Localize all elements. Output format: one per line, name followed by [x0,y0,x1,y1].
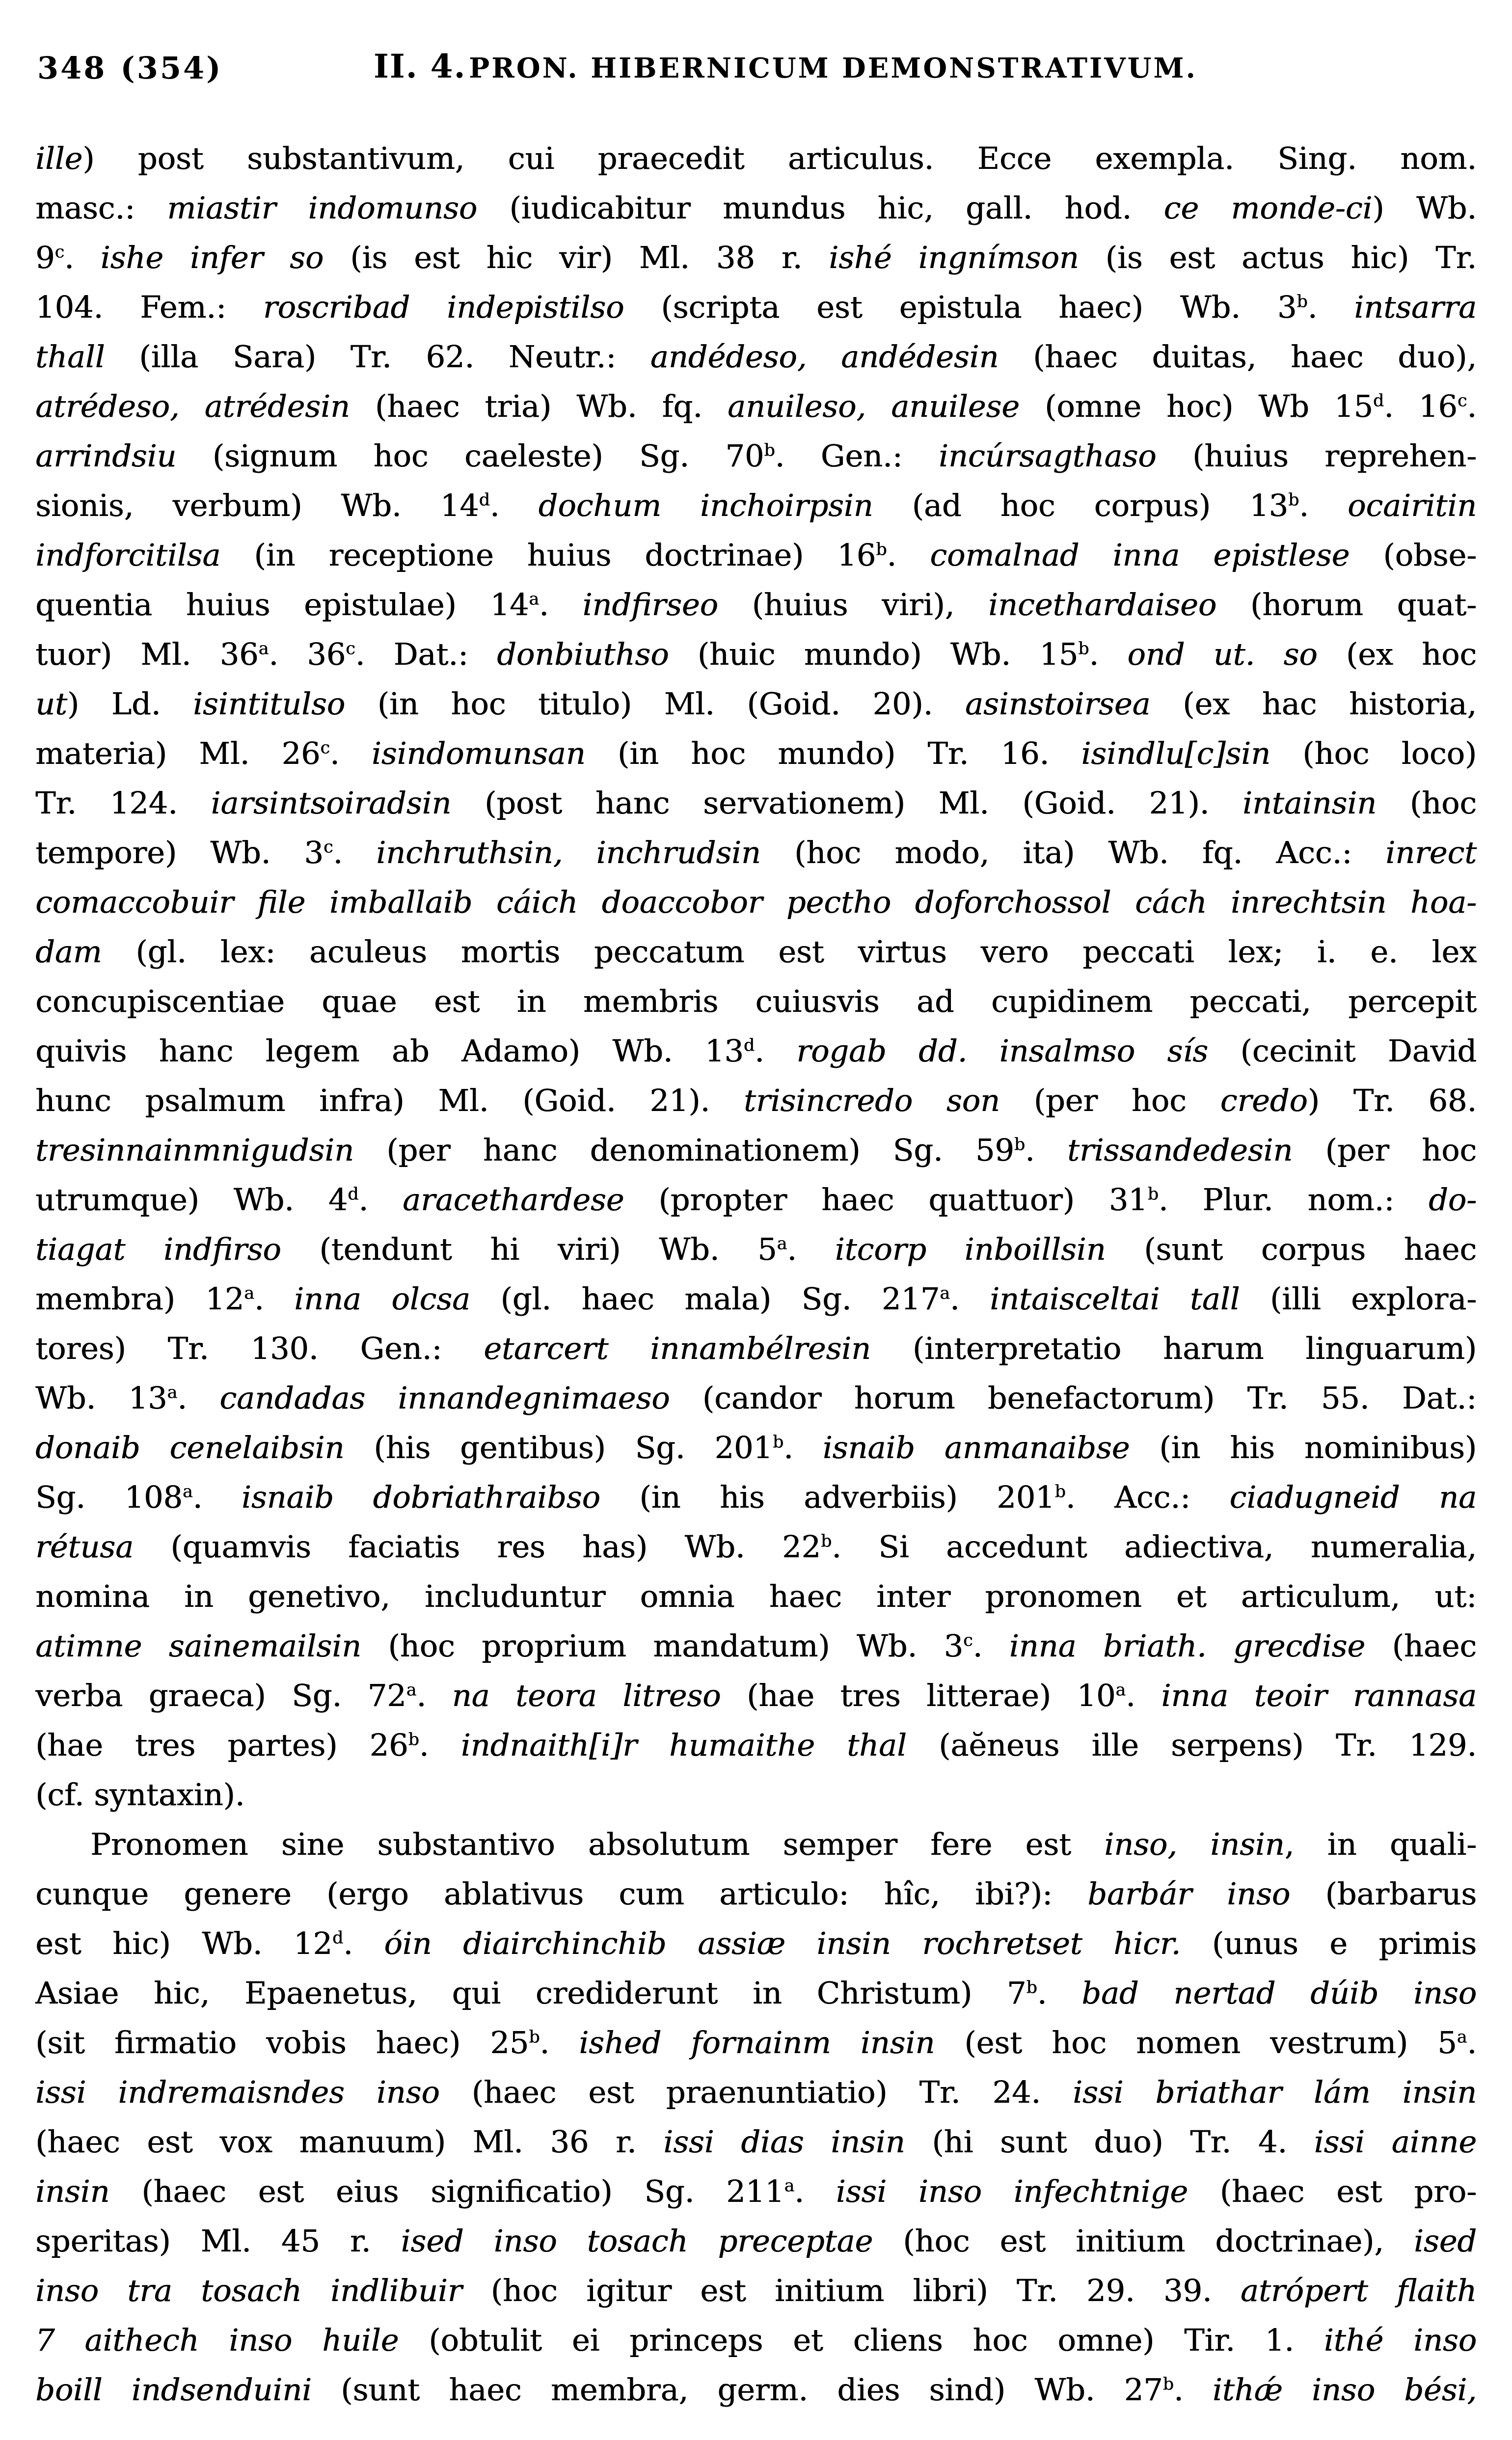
text-line: Asiae hic, Epaenetus, qui crediderunt in Christum) 7$^b$. bad nertad dúib inso [35,1975,1477,2011]
text-line: donaib cenelaibsin (his gentibus) Sg. 201$^b$. isnaib anmanaibse (in his nominibus) [35,1430,1477,1465]
text-line: inso tra tosach indlibuir (hoc igitur est initium libri) Tr. 29. 39. atrópert flaith [35,2273,1477,2308]
text-line: arrindsiu (signum hoc caeleste) Sg. 70$^b$. Gen.: incúrsagthaso (huius reprehen- [35,438,1477,474]
text-line: insin (haec est eius significatio) Sg. 211$^a$. issi inso infechtnige (haec est pro- [35,2173,1477,2209]
running-title-text: PRON. HIBERNICUM DEMONSTRATIVUM. [469,52,1198,84]
text-line: boill indsenduini (sunt haec membra, germ. dies sind) Wb. 27$^b$. ithǽ inso bési, [35,2372,1477,2408]
text-line: membra) 12$^a$. inna olcsa (gl. haec mala) Sg. 217$^a$. intaisceltai tall (illi explora- [35,1281,1477,1317]
page-body [35,134,1477,2414]
text-line: atimne sainemailsin (hoc proprium mandatum) Wb. 3$^c$. inna briath. grecdise (haec [35,1628,1477,1664]
text-line: quentia huius epistulae) 14$^a$. indfirseo (huius viri), incethardaiseo (horum quat- [35,587,1477,623]
text-line: thall (illa Sara) Tr. 62. Neutr.: andédeso, andédesin (haec duitas, haec duo), [35,339,1477,375]
text-line: 104. Fem.: roscribad indepistilso (scripta est epistula haec) Wb. 3$^b$. intsarra [35,289,1477,325]
text-line: quivis hanc legem ab Adamo) Wb. 13$^d$. rogab dd. insalmso sís (cecinit David [35,1033,1477,1069]
text-line: Wb. 13$^a$. candadas innandegnimaeso (candor horum benefactorum) Tr. 55. Dat.: [35,1380,1477,1416]
text-line: comaccobuir file imballaib cáich doaccobor pectho doforchossol cách inrechtsin hoa- [35,884,1477,920]
text-line: Pronomen sine substantivo absolutum semper fere est inso, insin, in quali- [90,1826,1477,1862]
text-line: (sit firmatio vobis haec) 25$^b$. ished fornainm insin (est hoc nomen vestrum) 5$^a$. [35,2025,1477,2060]
text-line: masc.: miastir indomunso (iudicabitur mundus hic, gall. hod. ce monde-ci) Wb. [35,190,1477,226]
running-title [35,47,1477,85]
page-number [37,50,223,86]
text-line: Sg. 108$^a$. isnaib dobriathraibso (in his adverbiis) 201$^b$. Acc.: ciadugneid na [35,1479,1477,1515]
text-line: Tr. 124. iarsintsoiradsin (post hanc servationem) Ml. (Goid. 21). intainsin (hoc [35,785,1477,821]
page-number-alt: (354) [120,50,223,86]
text-line: (cf. syntaxin). [35,1777,245,1813]
text-line: issi indremaisndes inso (haec est praenuntiatio) Tr. 24. issi briathar lám insin [35,2074,1477,2110]
text-line: nomina in genetivo, includuntur omnia haec inter pronomen et articulum, ut: [35,1578,1477,1614]
text-line: 9$^c$. ishe infer so (is est hic vir) Ml. 38 r. ishé ingnímson (is est actus hic) Tr. [35,240,1477,275]
text-line: (hae tres partes) 26$^b$. indnaith[i]r humaithe thal (aĕneus ille serpens) Tr. 129. [35,1727,1477,1763]
text-line: utrumque) Wb. 4$^d$. aracethardese (propter haec quattuor) 31$^b$. Plur. nom.: do- [35,1182,1477,1218]
page-number-main: 348 [37,50,107,86]
text-line: tuor) Ml. 36$^a$. 36$^c$. Dat.: donbiuthso (huic mundo) Wb. 15$^b$. ond ut. so (ex hoc [35,636,1477,672]
text-line: rétusa (quamvis faciatis res has) Wb. 22$^b$. Si accedunt adiectiva, numeralia, [35,1529,1477,1565]
text-line: materia) Ml. 26$^c$. isindomunsan (in hoc mundo) Tr. 16. isindlu[c]sin (hoc loco) [35,735,1477,771]
text-line: tresinnainmnigudsin (per hanc denominationem) Sg. 59$^b$. trissandedesin (per hoc [35,1132,1477,1168]
text-line: tiagat indfirso (tendunt hi viri) Wb. 5$^a$. itcorp inboillsin (sunt corpus haec [35,1231,1477,1267]
running-head [35,47,1477,92]
text-line: tores) Tr. 130. Gen.: etarcert innambélresin (interpretatio harum linguarum) [35,1330,1477,1366]
text-line: ille) post substantivum, cui praecedit articulus. Ecce exempla. Sing. nom. [35,140,1477,176]
text-line: sionis, verbum) Wb. 14$^d$. dochum inchoirpsin (ad hoc corpus) 13$^b$. ocairitin [35,488,1477,523]
text-line: hunc psalmum infra) Ml. (Goid. 21). trisincredo son (per hoc credo) Tr. 68. [35,1083,1477,1118]
text-line: dam (gl. lex: aculeus mortis peccatum est virtus vero peccati lex; i. e. lex [35,934,1477,970]
text-line: speritas) Ml. 45 r. ised inso tosach preceptae (hoc est initium doctrinae), ised [35,2223,1477,2259]
text-line: tempore) Wb. 3$^c$. inchruthsin, inchrudsin (hoc modo, ita) Wb. fq. Acc.: inrect [35,835,1477,870]
text-line: est hic) Wb. 12$^d$. óin diairchinchib assiæ insin rochretset hicr. (unus e primis [35,1925,1477,1961]
text-line: 7 aithech inso huile (obtulit ei princeps et cliens hoc omne) Tir. 1. ithé inso [35,2322,1477,2358]
text-line: (haec est vox manuum) Ml. 36 r. issi dias insin (hi sunt duo) Tr. 4. issi ainne [35,2124,1477,2160]
text-line: verba graeca) Sg. 72$^a$. na teora litreso (hae tres litterae) 10$^a$. inna teoir rannasa [35,1678,1477,1713]
text-line: atrédeso, atrédesin (haec tria) Wb. fq. anuileso, anuilese (omne hoc) Wb 15$^d$. 16$^c$. [35,388,1477,424]
text-line: concupiscentiae quae est in membris cuiusvis ad cupidinem peccati, percepit [35,983,1477,1019]
text-line: indforcitilsa (in receptione huius doctrinae) 16$^b$. comalnad inna epistlese (obse- [35,537,1477,573]
text-line: cunque genere (ergo ablativus cum articulo: hîc, ibi?): barbár inso (barbarus [35,1876,1477,1912]
text-line: ut) Ld. isintitulso (in hoc titulo) Ml. (Goid. 20). asinstoirsea (ex hac historia, [35,686,1477,722]
running-title-section: II. 4. [373,47,466,85]
